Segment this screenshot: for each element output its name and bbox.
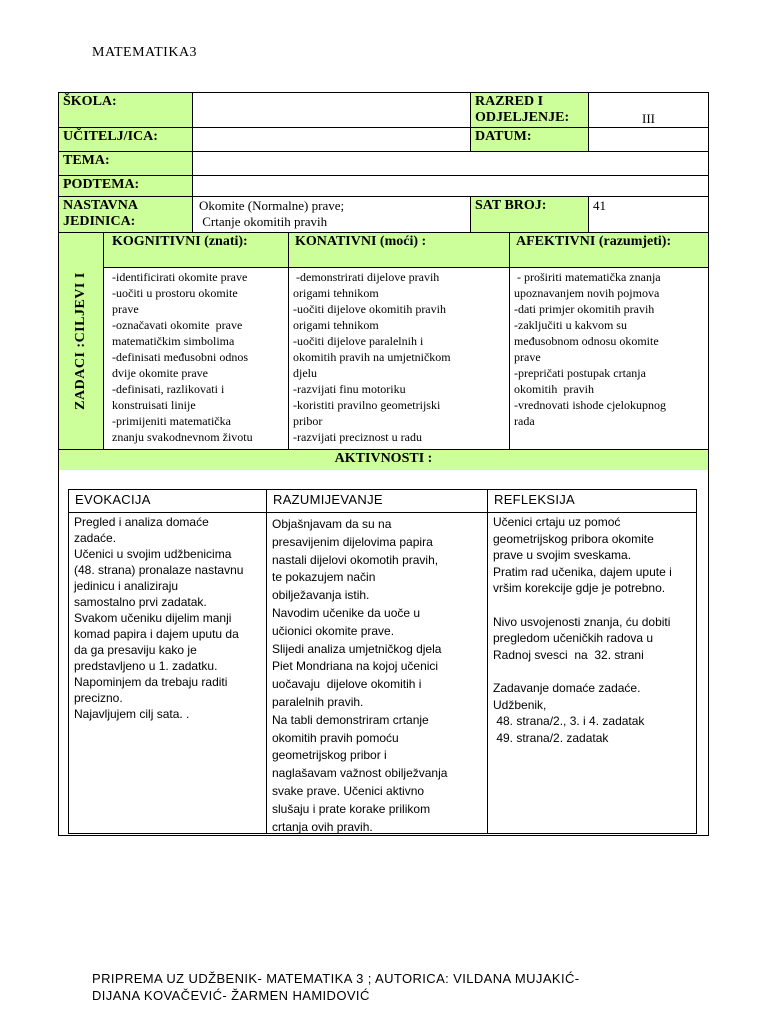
afektivni-title: AFEKTIVNI (razumjeti): — [516, 234, 672, 249]
tema-value-cell — [192, 151, 709, 176]
text-line: -razvijati preciznost u radu — [293, 430, 422, 444]
text-line: -uočiti dijelove paralelnih i — [293, 334, 424, 348]
ucitelj-label: UČITELJ/ICA: — [63, 129, 158, 144]
kognitivni-header-cell — [103, 232, 289, 268]
text-line: komad papira i dajem uputu da — [74, 627, 239, 641]
footer-line2: DIJANA KOVAČEVIĆ- ŽARMEN HAMIDOVIĆ — [92, 988, 370, 1003]
text-line: - proširiti matematička znanja — [514, 270, 661, 284]
text-line: okomitih pravih na umjetničkom — [293, 350, 451, 364]
text-line: -identificirati okomite prave — [112, 270, 248, 284]
text-line: Učenici crtaju uz pomoć — [493, 515, 621, 529]
evokacija-header-cell — [68, 489, 267, 513]
ucitelj-value-cell — [192, 127, 471, 152]
refleksija-body-cell — [487, 512, 697, 834]
ciljevi-side-label: ZADACI :CILJEVI I — [73, 272, 89, 410]
text-line: -vrednovati ishode cjelokupnog — [514, 398, 666, 412]
refleksija-title: REFLEKSIJA — [494, 492, 576, 507]
text-line: dvije okomite prave — [112, 366, 208, 380]
konativni-title: KONATIVNI (moći) : — [295, 234, 427, 249]
text-line: vršim korekcije gdje je potrebno. — [493, 581, 666, 596]
datum-label: DATUM: — [475, 129, 532, 144]
text-line: pribor — [293, 414, 323, 428]
refleksija-list — [488, 513, 696, 749]
podtema-value-cell — [192, 175, 709, 197]
text-line: crtanja ovih pravih. — [272, 819, 373, 834]
text-line: Nivo usvojenosti znanja, ću dobiti — [493, 614, 671, 629]
text-line: Udžbenik, — [493, 697, 547, 712]
kognitivni-body-cell — [103, 267, 289, 450]
text-line: -definisati međusobni odnos — [112, 350, 248, 364]
skola-label: ŠKOLA: — [63, 94, 117, 109]
text-line: naglašavam važnost obilježvanja — [272, 766, 448, 781]
text-line: -označavati okomite prave — [112, 318, 243, 332]
text-line: -zaključiti u kakvom su — [514, 318, 627, 332]
footer — [92, 970, 712, 1004]
text-line: te pokazujem način — [272, 570, 376, 585]
evokacija-body-cell — [68, 512, 267, 834]
text-line: -prepričati postupak crtanja — [514, 366, 646, 380]
sat-value: 41 — [593, 198, 606, 213]
text-line — [493, 597, 691, 614]
text-line: precizno. — [74, 691, 123, 705]
text-line: okomitih pravih pomoću — [272, 730, 399, 745]
podtema-label-cell — [58, 175, 193, 197]
text-line: konstruisati linije — [112, 398, 196, 412]
evokacija-list — [69, 513, 266, 725]
sat-value-cell — [588, 196, 709, 233]
aktivnosti-title: AKTIVNOSTI : — [334, 451, 433, 466]
skola-label-cell — [58, 92, 193, 128]
text-line: Pratim rad učenika, dajem upute i — [493, 564, 672, 579]
text-line: djelu — [293, 366, 317, 380]
aktivnosti-header-cell — [58, 449, 709, 471]
tema-label: TEMA: — [63, 153, 110, 168]
text-line: nastali dijelovi okomotih pravih, — [272, 552, 439, 567]
afektivni-header-cell — [509, 232, 709, 268]
text-line: -dati primjer okomitih pravih — [514, 302, 655, 316]
text-line: Zadavanje domaće zadaće. — [493, 680, 641, 695]
razred-value: III — [642, 111, 655, 126]
text-line: Objašnjavam da su na — [272, 517, 392, 531]
document-title: MATEMATIKA3 — [92, 45, 198, 60]
text-line: paralelnih pravih. — [272, 694, 364, 709]
text-line: zadaće. — [74, 531, 117, 545]
text-line: Radnoj svesci na 32. strani — [493, 647, 644, 662]
konativni-header-cell — [288, 232, 510, 268]
podtema-label: PODTEMA: — [63, 177, 140, 192]
text-line: (48. strana) pronalaze nastavnu — [74, 563, 244, 577]
text-line: Na tabli demonstriram crtanje — [272, 712, 429, 727]
datum-label-cell — [470, 127, 589, 152]
nastavna-value-line2: Crtanje okomitih pravih — [199, 214, 328, 229]
nastavna-label-line1: NASTAVNA — [63, 198, 138, 213]
razumijevanje-body-cell — [266, 512, 488, 834]
text-line: 49. strana/2. zadatak — [493, 730, 609, 745]
text-line: presavijenim dijelovima papira — [272, 534, 433, 549]
afektivni-list — [510, 268, 708, 429]
text-line: matematičkim simbolima — [112, 334, 235, 348]
kognitivni-list — [104, 268, 288, 445]
tema-label-cell — [58, 151, 193, 176]
text-line: -demonstrirati dijelove pravih — [293, 270, 440, 284]
text-line: origami tehnikom — [293, 286, 379, 300]
text-line: Piet Mondriana na kojoj učenici — [272, 659, 439, 674]
text-line: okomitih pravih — [514, 382, 594, 396]
razred-label-line1: RAZRED I — [475, 94, 544, 109]
razumijevanje-header-cell — [266, 489, 488, 513]
text-line — [493, 663, 691, 680]
text-line: rada — [514, 414, 535, 428]
text-line: -uočiti u prostoru okomite — [112, 286, 238, 300]
evokacija-title: EVOKACIJA — [75, 492, 151, 507]
text-line: prave u svojim sveskama. — [493, 548, 632, 563]
text-line: Učenici u svojim udžbenicima — [74, 547, 232, 561]
text-line: upoznavanjem novih pojmova — [514, 286, 660, 300]
ciljevi-side-cell — [58, 232, 104, 450]
text-line: Najavljujem cilj sata. . — [74, 707, 190, 721]
kognitivni-title: KOGNITIVNI (znati): — [112, 234, 248, 249]
text-line: -primijeniti matematička — [112, 414, 231, 428]
skola-value-cell — [192, 92, 471, 128]
text-line: geometrijskog pribora okomite — [493, 531, 654, 546]
text-line: Slijedi analiza umjetničkog djela — [272, 641, 442, 656]
nastavna-label-cell — [58, 196, 193, 233]
text-line: znanju svakodnevnom životu — [112, 430, 253, 444]
datum-value-cell — [588, 127, 709, 152]
footer-line1: PRIPREMA UZ UDŽBENIK- MATEMATIKA 3 ; AUTORICA: VILDANA MUJAKIĆ- — [92, 971, 580, 986]
ucitelj-label-cell — [58, 127, 193, 152]
razred-label-cell — [470, 92, 589, 128]
nastavna-value-line1: Okomite (Normalne) prave; — [199, 198, 345, 213]
text-line: geometrijskog pribor i — [272, 748, 387, 763]
text-line: -razvijati finu motoriku — [293, 382, 406, 396]
konativni-list — [289, 268, 509, 445]
text-line: svake prave. Učenici aktivno — [272, 783, 425, 798]
text-line: prave — [112, 302, 139, 316]
text-line: prave — [514, 350, 541, 364]
text-line: -koristiti pravilno geometrijski — [293, 398, 441, 412]
text-line: učionici okomite prave. — [272, 623, 395, 638]
nastavna-label-line2: JEDINICA: — [63, 214, 136, 229]
konativni-body-cell — [288, 267, 510, 450]
text-line: Svakom učeniku dijelim manji — [74, 611, 232, 625]
sat-label-cell — [470, 196, 589, 233]
razred-label-line2: ODJELJENJE: — [475, 110, 570, 125]
text-line: origami tehnikom — [293, 318, 379, 332]
text-line: -definisati, razlikovati i — [112, 382, 225, 396]
text-line: predstavljeno u 1. zadatku. — [74, 659, 218, 673]
afektivni-body-cell — [509, 267, 709, 450]
razumijevanje-title: RAZUMIJEVANJE — [273, 492, 383, 507]
text-line: uočavaju dijelove okomitih i — [272, 677, 422, 692]
razumijevanje-list — [267, 513, 487, 834]
text-line: Pregled i analiza domaće — [74, 515, 209, 529]
text-line: jedinicu i analiziraju — [74, 579, 179, 593]
text-line: Napominjem da trebaju raditi — [74, 675, 228, 689]
refleksija-header-cell — [487, 489, 697, 513]
text-line: da ga presaviju kako je — [74, 643, 197, 657]
text-line: -uočiti dijelove okomitih pravih — [293, 302, 446, 316]
text-line: slušaju i prate korake prilikom — [272, 801, 431, 816]
sat-label: SAT BROJ: — [475, 198, 547, 213]
razred-value-cell — [588, 92, 709, 128]
text-line: samostalno prvi zadatak. — [74, 595, 207, 609]
text-line: pregledom učeničkih radova u — [493, 631, 654, 646]
text-line: 48. strana/2., 3. i 4. zadatak — [493, 714, 645, 729]
text-line: međusobnom odnosu okomite — [514, 334, 659, 348]
text-line: Navodim učenike da uoče u — [272, 605, 421, 620]
nastavna-value-cell — [192, 196, 471, 233]
text-line: obilježavanja istih. — [272, 588, 370, 603]
